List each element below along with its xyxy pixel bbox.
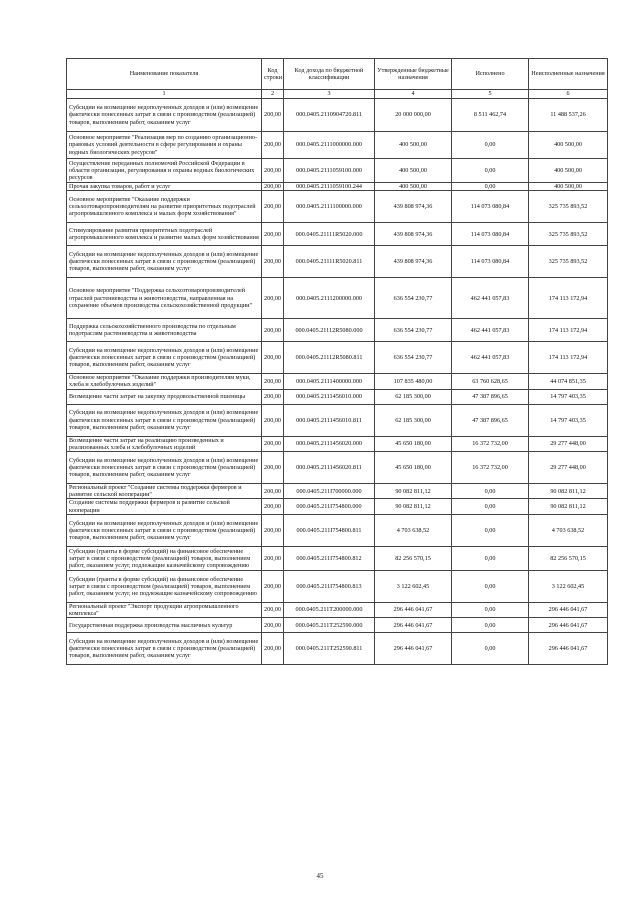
row-line-code: 200,00	[262, 183, 284, 191]
row-unexecuted: 90 082 811,12	[529, 484, 608, 499]
row-line-code: 200,00	[262, 436, 284, 451]
row-executed: 0,00	[452, 618, 529, 633]
row-executed: 0,00	[452, 499, 529, 514]
row-approved: 400 500,00	[375, 183, 452, 191]
row-income-code: 000.0405.211I754800.812	[284, 546, 375, 570]
row-name: Создание системы поддержки фермеров и развитие сельской кооперации	[67, 499, 262, 514]
column-number: 6	[529, 90, 608, 99]
row-approved: 45 650 180,00	[375, 436, 452, 451]
row-name: Региональный проект "Экспорт продукции агропромышленного комплекса"	[67, 602, 262, 617]
row-line-code: 200,00	[262, 191, 284, 223]
row-executed: 0,00	[452, 570, 529, 602]
row-executed: 462 441 057,83	[452, 319, 529, 342]
row-executed: 0,00	[452, 602, 529, 617]
row-income-code: 000.0405.2111456010.000	[284, 389, 375, 404]
row-name: Осуществление переданных полномочий Российской Федерации в области организации, регулирования и охраны водных биологических ресурсов	[67, 159, 262, 183]
row-name: Субсидии на возмещение недополученных доходов и (или) возмещение фактически понесенных затрат в связи с производством (реализацией) товаров, выполнением работ, оказанием услуг	[67, 246, 262, 278]
header-unexecuted: Неисполненные назначения	[529, 59, 608, 90]
column-number: 4	[375, 90, 452, 99]
row-line-code: 200,00	[262, 278, 284, 319]
column-number: 3	[284, 90, 375, 99]
row-income-code: 000.0405.2111059100.000	[284, 159, 375, 183]
row-income-code: 000.0405.211I754800.811	[284, 514, 375, 546]
row-line-code: 200,00	[262, 246, 284, 278]
row-executed: 114 073 080,84	[452, 223, 529, 246]
table-row	[67, 278, 608, 319]
row-approved: 90 082 811,12	[375, 484, 452, 499]
header-income-code: Код дохода по бюджетной классификации	[284, 59, 375, 90]
row-name: Возмещение части затрат на закупку продовольственной пшеницы	[67, 389, 262, 404]
row-income-code: 000.0405.2110904720.811	[284, 99, 375, 132]
table-row	[67, 436, 608, 451]
header-name: Наименование показателя	[67, 59, 262, 90]
row-name: Основное мероприятие "Реализация мер по созданию организационно-правовых условий деятельности в сфере регулирования и охраны водных биологических ресурсов"	[67, 132, 262, 159]
row-executed: 16 372 732,00	[452, 452, 529, 484]
table-row	[67, 191, 608, 223]
row-income-code: 000.0405.2111200000.000	[284, 278, 375, 319]
row-name: Поддержка сельскохозяйственного производства по отдельным подотраслям растениеводства и животноводства	[67, 319, 262, 342]
row-unexecuted: 400 500,00	[529, 183, 608, 191]
row-name: Субсидии на возмещение недополученных доходов и (или) возмещение фактически понесенных затрат в связи с производством (реализацией) товаров, выполнением работ, оказанием услуг	[67, 514, 262, 546]
row-line-code: 200,00	[262, 99, 284, 132]
row-approved: 4 703 638,52	[375, 514, 452, 546]
row-line-code: 200,00	[262, 132, 284, 159]
row-income-code: 000.0405.21112R5080.000	[284, 319, 375, 342]
row-income-code: 000.0405.211T252590.811	[284, 633, 375, 665]
row-line-code: 200,00	[262, 159, 284, 183]
table-row	[67, 132, 608, 159]
row-name: Субсидии на возмещение недополученных доходов и (или) возмещение фактически понесенных затрат в связи с производством (реализацией) товаров, выполнением работ, оказанием услуг	[67, 452, 262, 484]
row-name: Основное мероприятие "Оказание поддержки производителям муки, хлеба и хлебобулочных изделий"	[67, 374, 262, 389]
row-name: Основное мероприятие "Оказание поддержки сельхозтоваропроизводителям на развитие приоритетных подотраслей агропромышленного комплекса и малых форм хозяйствования"	[67, 191, 262, 223]
row-executed: 0,00	[452, 183, 529, 191]
row-income-code: 000.0405.21111R5020.811	[284, 246, 375, 278]
table-row	[67, 499, 608, 514]
table-row	[67, 570, 608, 602]
row-executed: 8 511 462,74	[452, 99, 529, 132]
row-income-code: 000.0405.211I754800.813	[284, 570, 375, 602]
row-unexecuted: 4 703 638,52	[529, 514, 608, 546]
row-name: Субсидии на возмещение недополученных доходов и (или) возмещение фактически понесенных затрат в связи с производством (реализацией) товаров, выполнением работ, оказанием услуг	[67, 404, 262, 436]
row-income-code: 000.0405.211T252590.000	[284, 618, 375, 633]
row-unexecuted: 325 735 893,52	[529, 223, 608, 246]
row-name: Субсидии (гранты в форме субсидий) на финансовое обеспечение затрат в связи с производством (реализацией) товаров, выполнением работ, оказанием услуг, не подлежащие казначейскому сопровождению	[67, 570, 262, 602]
row-executed: 16 372 732,00	[452, 436, 529, 451]
column-number: 1	[67, 90, 262, 99]
row-executed: 462 441 057,83	[452, 342, 529, 374]
table-row	[67, 342, 608, 374]
table-row	[67, 633, 608, 665]
row-income-code: 000.0405.211I754800.000	[284, 499, 375, 514]
table-row	[67, 602, 608, 617]
row-name: Субсидии (гранты в форме субсидий) на финансовое обеспечение затрат в связи с производством (реализацией) товаров, выполнением работ, оказанием услуг, подлежащие казначейскому сопровождению	[67, 546, 262, 570]
row-line-code: 200,00	[262, 514, 284, 546]
row-unexecuted: 174 113 172,94	[529, 278, 608, 319]
row-approved: 439 808 974,36	[375, 246, 452, 278]
row-line-code: 200,00	[262, 223, 284, 246]
row-line-code: 200,00	[262, 618, 284, 633]
row-line-code: 200,00	[262, 389, 284, 404]
row-approved: 107 835 480,00	[375, 374, 452, 389]
row-line-code: 200,00	[262, 452, 284, 484]
row-unexecuted: 400 500,00	[529, 159, 608, 183]
row-income-code: 000.0405.2111000000.000	[284, 132, 375, 159]
row-name: Субсидии на возмещение недополученных доходов и (или) возмещение фактически понесенных затрат в связи с производством (реализацией) товаров, выполнением работ, оказанием услуг	[67, 342, 262, 374]
table-row	[67, 484, 608, 499]
table-row	[67, 374, 608, 389]
row-unexecuted: 29 277 448,00	[529, 452, 608, 484]
page-number: 45	[316, 872, 324, 880]
row-line-code: 200,00	[262, 484, 284, 499]
row-unexecuted: 44 074 851,35	[529, 374, 608, 389]
table-row	[67, 99, 608, 132]
row-executed: 47 387 896,65	[452, 404, 529, 436]
row-approved: 62 185 300,00	[375, 404, 452, 436]
row-income-code: 000.0405.2111456010.811	[284, 404, 375, 436]
table-row	[67, 546, 608, 570]
row-unexecuted: 400 500,00	[529, 132, 608, 159]
column-number: 5	[452, 90, 529, 99]
row-name: Субсидии на возмещение недополученных доходов и (или) возмещение фактически понесенных затрат в связи с производством (реализацией) товаров, выполнением работ, оказанием услуг	[67, 633, 262, 665]
row-name: Возмещение части затрат на реализацию произведенных и реализованных хлеба и хлебобулочных изделий	[67, 436, 262, 451]
row-executed: 0,00	[452, 132, 529, 159]
table-row	[67, 159, 608, 183]
row-approved: 90 082 811,12	[375, 499, 452, 514]
row-name: Государственная поддержка производства масличных культур	[67, 618, 262, 633]
header-code-line: Код строки	[262, 59, 284, 90]
row-line-code: 200,00	[262, 570, 284, 602]
row-income-code: 000.0405.2111100000.000	[284, 191, 375, 223]
row-unexecuted: 29 277 448,00	[529, 436, 608, 451]
row-unexecuted: 296 446 041,67	[529, 618, 608, 633]
row-line-code: 200,00	[262, 602, 284, 617]
row-unexecuted: 11 488 537,26	[529, 99, 608, 132]
row-unexecuted: 3 122 602,45	[529, 570, 608, 602]
row-executed: 0,00	[452, 546, 529, 570]
table-row	[67, 452, 608, 484]
row-line-code: 200,00	[262, 319, 284, 342]
row-unexecuted: 174 113 172,94	[529, 342, 608, 374]
row-line-code: 200,00	[262, 404, 284, 436]
row-approved: 439 808 974,36	[375, 191, 452, 223]
row-income-code: 000.0405.2111059100.244	[284, 183, 375, 191]
report-document	[66, 58, 607, 665]
row-approved: 20 000 000,00	[375, 99, 452, 132]
row-line-code: 200,00	[262, 546, 284, 570]
row-executed: 0,00	[452, 633, 529, 665]
row-income-code: 000.0405.211I700000.000	[284, 484, 375, 499]
row-executed: 0,00	[452, 484, 529, 499]
row-line-code: 200,00	[262, 633, 284, 665]
table-row	[67, 183, 608, 191]
row-unexecuted: 14 797 403,35	[529, 404, 608, 436]
table-row	[67, 404, 608, 436]
row-unexecuted: 14 797 403,35	[529, 389, 608, 404]
row-income-code: 000.0405.2111456020.811	[284, 452, 375, 484]
row-unexecuted: 325 735 893,52	[529, 246, 608, 278]
header-approved: Утвержденные бюджетные назначения	[375, 59, 452, 90]
row-name: Стимулирование развития приоритетных подотраслей агропромышленного комплекса и развитие малых форм хозяйствования	[67, 223, 262, 246]
row-line-code: 200,00	[262, 499, 284, 514]
table-header-row	[67, 59, 608, 90]
row-approved: 636 554 230,77	[375, 342, 452, 374]
row-executed: 114 073 080,84	[452, 246, 529, 278]
row-unexecuted: 82 256 570,15	[529, 546, 608, 570]
row-unexecuted: 90 082 811,12	[529, 499, 608, 514]
row-approved: 62 185 300,00	[375, 389, 452, 404]
table-row	[67, 514, 608, 546]
row-approved: 400 500,00	[375, 132, 452, 159]
row-income-code: 000.0405.211T200000.000	[284, 602, 375, 617]
row-approved: 636 554 230,77	[375, 278, 452, 319]
row-approved: 3 122 602,45	[375, 570, 452, 602]
row-unexecuted: 174 113 172,94	[529, 319, 608, 342]
header-executed: Исполнено	[452, 59, 529, 90]
column-number: 2	[262, 90, 284, 99]
row-name: Региональный проект "Создание системы поддержки фермеров и развитие сельской кооперации"	[67, 484, 262, 499]
row-unexecuted: 296 446 041,67	[529, 602, 608, 617]
budget-execution-table	[66, 58, 608, 665]
table-row	[67, 389, 608, 404]
row-executed: 63 760 628,65	[452, 374, 529, 389]
column-number-row	[67, 90, 608, 99]
row-name: Прочая закупка товаров, работ и услуг	[67, 183, 262, 191]
table-row	[67, 246, 608, 278]
row-executed: 47 387 896,65	[452, 389, 529, 404]
row-approved: 636 554 230,77	[375, 319, 452, 342]
table-row	[67, 618, 608, 633]
row-name: Субсидии на возмещение недополученных доходов и (или) возмещение фактически понесенных затрат в связи с производством (реализацией) товаров, выполнением работ, оказанием услуг	[67, 99, 262, 132]
row-unexecuted: 325 735 893,52	[529, 191, 608, 223]
row-executed: 0,00	[452, 159, 529, 183]
table-row	[67, 319, 608, 342]
row-income-code: 000.0405.2111456020.000	[284, 436, 375, 451]
row-income-code: 000.0405.2111400000.000	[284, 374, 375, 389]
row-executed: 462 441 057,83	[452, 278, 529, 319]
row-name: Основное мероприятие "Поддержка сельхозтоваропроизводителей отраслей растениеводства и животноводства, направленная на сохранение объемов производства сельскохозяйственной продукции"	[67, 278, 262, 319]
row-unexecuted: 296 446 041,67	[529, 633, 608, 665]
row-approved: 296 446 041,67	[375, 602, 452, 617]
table-row	[67, 223, 608, 246]
row-approved: 400 500,00	[375, 159, 452, 183]
row-income-code: 000.0405.21111R5020.000	[284, 223, 375, 246]
row-approved: 296 446 041,67	[375, 618, 452, 633]
row-executed: 0,00	[452, 514, 529, 546]
row-approved: 296 446 041,67	[375, 633, 452, 665]
row-approved: 82 256 570,15	[375, 546, 452, 570]
row-income-code: 000.0405.21112R5080.811	[284, 342, 375, 374]
row-line-code: 200,00	[262, 374, 284, 389]
row-approved: 439 808 974,36	[375, 223, 452, 246]
row-line-code: 200,00	[262, 342, 284, 374]
row-executed: 114 073 080,84	[452, 191, 529, 223]
row-approved: 45 650 180,00	[375, 452, 452, 484]
